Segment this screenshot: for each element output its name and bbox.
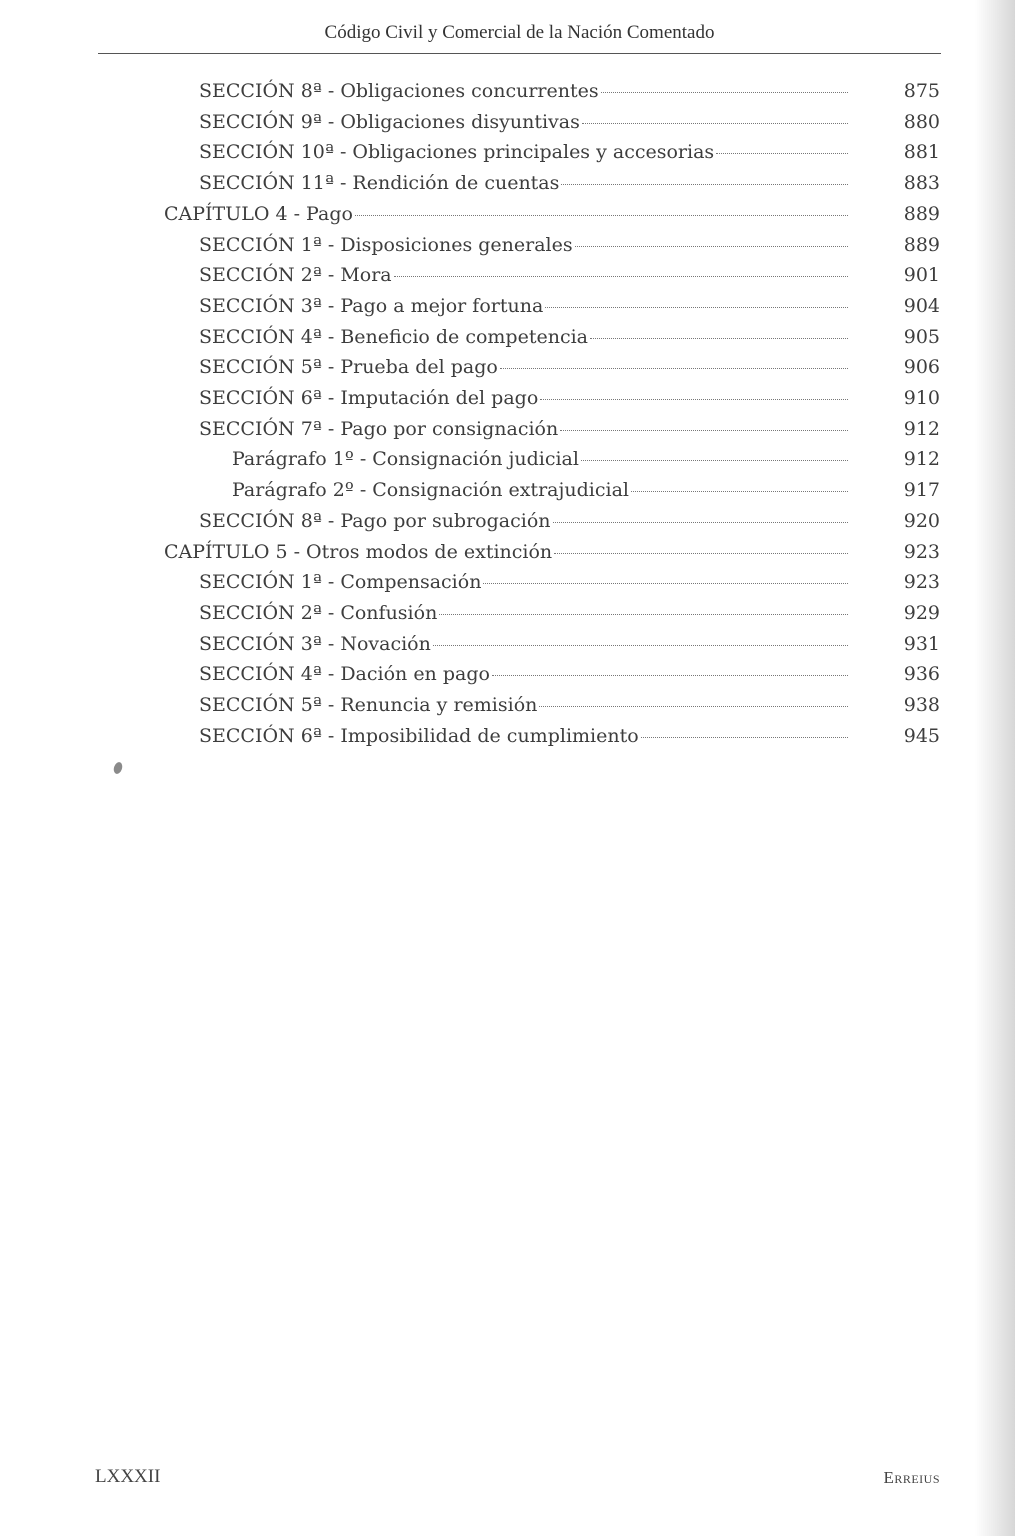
- toc-entry-title: CAPÍTULO 5 - Otros modos de extinción: [164, 541, 553, 563]
- toc-page-number: 923: [903, 541, 940, 563]
- toc-dot-leader: [601, 92, 848, 93]
- toc-entry: [199, 80, 850, 110]
- toc-page-number: 945: [903, 725, 940, 747]
- toc-dot-leader: [582, 123, 848, 124]
- toc-page-number: 889: [903, 234, 940, 256]
- toc-entry-title: SECCIÓN 6ª - Imposibilidad de cumplimiento: [199, 725, 639, 747]
- toc-page-number: 905: [903, 326, 940, 348]
- toc-dot-leader: [641, 737, 848, 738]
- toc-entry: [199, 141, 850, 171]
- toc-entry-title: SECCIÓN 3ª - Pago a mejor fortuna: [199, 295, 544, 317]
- toc-entry-title: SECCIÓN 6ª - Imputación del pago: [199, 387, 539, 409]
- toc-entry-title: SECCIÓN 1ª - Disposiciones generales: [199, 234, 573, 256]
- toc-page-number: 929: [903, 602, 940, 624]
- toc-page-number: 901: [903, 264, 940, 286]
- toc-entry-title: SECCIÓN 11ª - Rendición de cuentas: [199, 172, 560, 194]
- page-edge-shadow: [975, 0, 1015, 1536]
- toc-dot-leader: [553, 522, 849, 523]
- toc-entry: [199, 725, 850, 755]
- ink-spot: [112, 761, 123, 775]
- toc-dot-leader: [561, 184, 848, 185]
- footer-page-number: LXXXII: [95, 1466, 161, 1487]
- toc-entry: [199, 633, 850, 663]
- toc-entry-title: SECCIÓN 1ª - Compensación: [199, 571, 482, 593]
- toc-page-number: 936: [903, 663, 940, 685]
- toc-entry: [199, 326, 850, 356]
- toc-entry-title: SECCIÓN 4ª - Beneficio de competencia: [199, 326, 588, 348]
- toc-entry: [232, 479, 850, 509]
- running-header-title: Código Civil y Comercial de la Nación Comentado: [324, 22, 715, 43]
- toc-page-number: 883: [903, 172, 940, 194]
- toc-page-number: 881: [903, 141, 940, 163]
- toc-page-number: 906: [903, 356, 940, 378]
- toc-entry: [199, 172, 850, 202]
- toc-page-number: 904: [903, 295, 940, 317]
- toc-entry-title: SECCIÓN 4ª - Dación en pago: [199, 663, 490, 685]
- toc-page-number: 880: [903, 111, 940, 133]
- toc-page-number: 920: [903, 510, 940, 532]
- toc-dot-leader: [492, 675, 848, 676]
- toc-dot-leader: [355, 215, 848, 216]
- toc-page-number: 875: [903, 80, 940, 102]
- toc-dot-leader: [540, 399, 848, 400]
- toc-entry-title: SECCIÓN 8ª - Pago por subrogación: [199, 510, 551, 532]
- toc-entry: [199, 510, 850, 540]
- toc-dot-leader: [433, 645, 848, 646]
- toc-entry-title: SECCIÓN 5ª - Prueba del pago: [199, 356, 498, 378]
- toc-page-number: 938: [903, 694, 940, 716]
- footer-publisher: Erreius: [883, 1468, 940, 1487]
- toc-dot-leader: [483, 583, 848, 584]
- toc-dot-leader: [439, 614, 848, 615]
- toc-dot-leader: [716, 153, 848, 154]
- toc-dot-leader: [631, 491, 848, 492]
- toc-entry: [199, 418, 850, 448]
- toc-entry: [199, 264, 850, 294]
- toc-entry: [199, 694, 850, 724]
- toc-entry-title: SECCIÓN 5ª - Renuncia y remisión: [199, 694, 538, 716]
- toc-dot-leader: [500, 368, 848, 369]
- header-rule: [98, 53, 941, 54]
- toc-entry-title: SECCIÓN 3ª - Novación: [199, 633, 431, 655]
- toc-dot-leader: [581, 460, 848, 461]
- toc-entry: [164, 203, 850, 233]
- toc-entry: [164, 541, 850, 571]
- toc-entry: [199, 602, 850, 632]
- toc-page-number: 931: [903, 633, 940, 655]
- toc-dot-leader: [560, 430, 848, 431]
- toc-page-number: 912: [903, 448, 940, 470]
- toc-entry: [232, 448, 850, 478]
- toc-dot-leader: [575, 246, 848, 247]
- toc-entry: [199, 663, 850, 693]
- toc-page-number: 923: [903, 571, 940, 593]
- toc-entry-title: SECCIÓN 2ª - Confusión: [199, 602, 438, 624]
- toc-entry-title: Parágrafo 2º - Consignación extrajudicial: [232, 479, 629, 501]
- toc-dot-leader: [394, 276, 848, 277]
- toc-entry-title: SECCIÓN 10ª - Obligaciones principales y accesorias: [199, 141, 715, 163]
- toc-dot-leader: [554, 553, 848, 554]
- toc-dot-leader: [539, 706, 848, 707]
- toc-page-number: 910: [903, 387, 940, 409]
- toc-dot-leader: [545, 307, 848, 308]
- toc-page-number: 889: [903, 203, 940, 225]
- toc-entry-title: Parágrafo 1º - Consignación judicial: [232, 448, 579, 470]
- toc-page-number: 912: [903, 418, 940, 440]
- toc-entry-title: SECCIÓN 2ª - Mora: [199, 264, 392, 286]
- toc-entry: [199, 356, 850, 386]
- toc-entry-title: SECCIÓN 9ª - Obligaciones disyuntivas: [199, 111, 580, 133]
- toc-entry: [199, 295, 850, 325]
- toc-page-number: 917: [903, 479, 940, 501]
- toc-entry-title: CAPÍTULO 4 - Pago: [164, 203, 353, 225]
- toc-entry: [199, 111, 850, 141]
- toc-entry-title: SECCIÓN 7ª - Pago por consignación: [199, 418, 559, 440]
- toc-entry-title: SECCIÓN 8ª - Obligaciones concurrentes: [199, 80, 599, 102]
- toc-entry: [199, 387, 850, 417]
- toc-entry: [199, 571, 850, 601]
- toc-entry: [199, 234, 850, 264]
- toc-dot-leader: [590, 338, 848, 339]
